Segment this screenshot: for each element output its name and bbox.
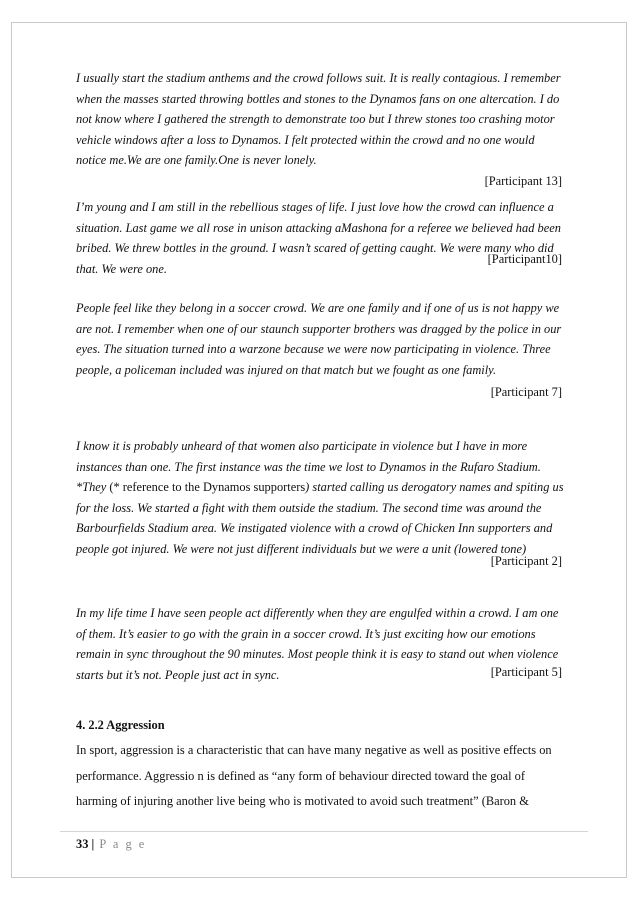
- section-heading: 4. 2.2 Aggression: [76, 718, 165, 732]
- quote-5-citation: [Participant 5]: [490, 665, 562, 679]
- quote-4-text-a: I know it is probably unheard of that women also participate in violence but I have in more instances than one. The first instance was the time we lost to Dynamos in the Rufaro Stadium. *They: [76, 439, 541, 494]
- footer-divider: [60, 831, 588, 832]
- quote-4-citation: [Participant 2]: [490, 554, 562, 568]
- quote-4-text-c: ) started calling us derogatory names and spiting us for the loss. We started a fight with them outside the stadium. The second time was around the Barbourfields Stadium area. We instigated violence with a crowd of Chicken Inn supporters and people got injured. We were not just different individuals but we were a unit (lowered tone): [76, 480, 564, 556]
- quote-3-text: People feel like they belong in a soccer crowd. We are one family and if one of us is not happy we are not. I remember when one of our staunch supporter brothers was dragged by the police in our eyes. The situation turned into a warzone because we were now participating in violence. Three people, a policeman included was injured on that match but we fought as one family.: [76, 301, 562, 377]
- quote-1-citation: [Participant 13]: [484, 174, 562, 188]
- quote-1-text: I usually start the stadium anthems and the crowd follows suit. It is really contagious. I remember when the masses started throwing bottles and stones to the Dynamos fans on one altercation. I do not know where I gathered the strength to demonstrate too but I threw stones too crashing motor vehicle windows after a loss to Dynamos. I felt protected within the crowd and no one would notice me.We are one family.One is never lonely.: [76, 71, 561, 167]
- quote-2-citation: [Participant10]: [487, 252, 562, 266]
- section-body: In sport, aggression is a characteristic that can have many negative as well as positive effects on performance. Aggressio n is defined as “any form of behaviour directed toward the goal of harming of injuring another live being who is motivated to avoid such treatment” (Baron &: [76, 743, 552, 808]
- quote-4-text: [76, 436, 596, 559]
- page-label: P a g e: [94, 837, 147, 851]
- page-number: 33 |: [76, 837, 95, 851]
- quote-3-citation: [Participant 7]: [490, 385, 562, 399]
- page-footer: [76, 836, 146, 852]
- quote-4-reference-note: (* reference to the Dynamos supporters: [109, 480, 306, 494]
- quote-2-text: I’m young and I am still in the rebellious stages of life. I just love how the crowd can influence a situation. Last game we all rose in unison attacking aMashona for a referee we believed had been bribed. We threw bottles in the ground. I wasn’t scared of getting caught. We were many who did that. We were one.: [76, 200, 561, 276]
- quote-5-text: In my life time I have seen people act differently when they are engulfed within a crowd. I am one of them. It’s easier to go with the grain in a soccer crowd. It’s just exciting how our emotions remain in sync throughout the 90 minutes. Most people think it is easy to stand out when violence starts but it’s not. People just act in sync.: [76, 606, 559, 682]
